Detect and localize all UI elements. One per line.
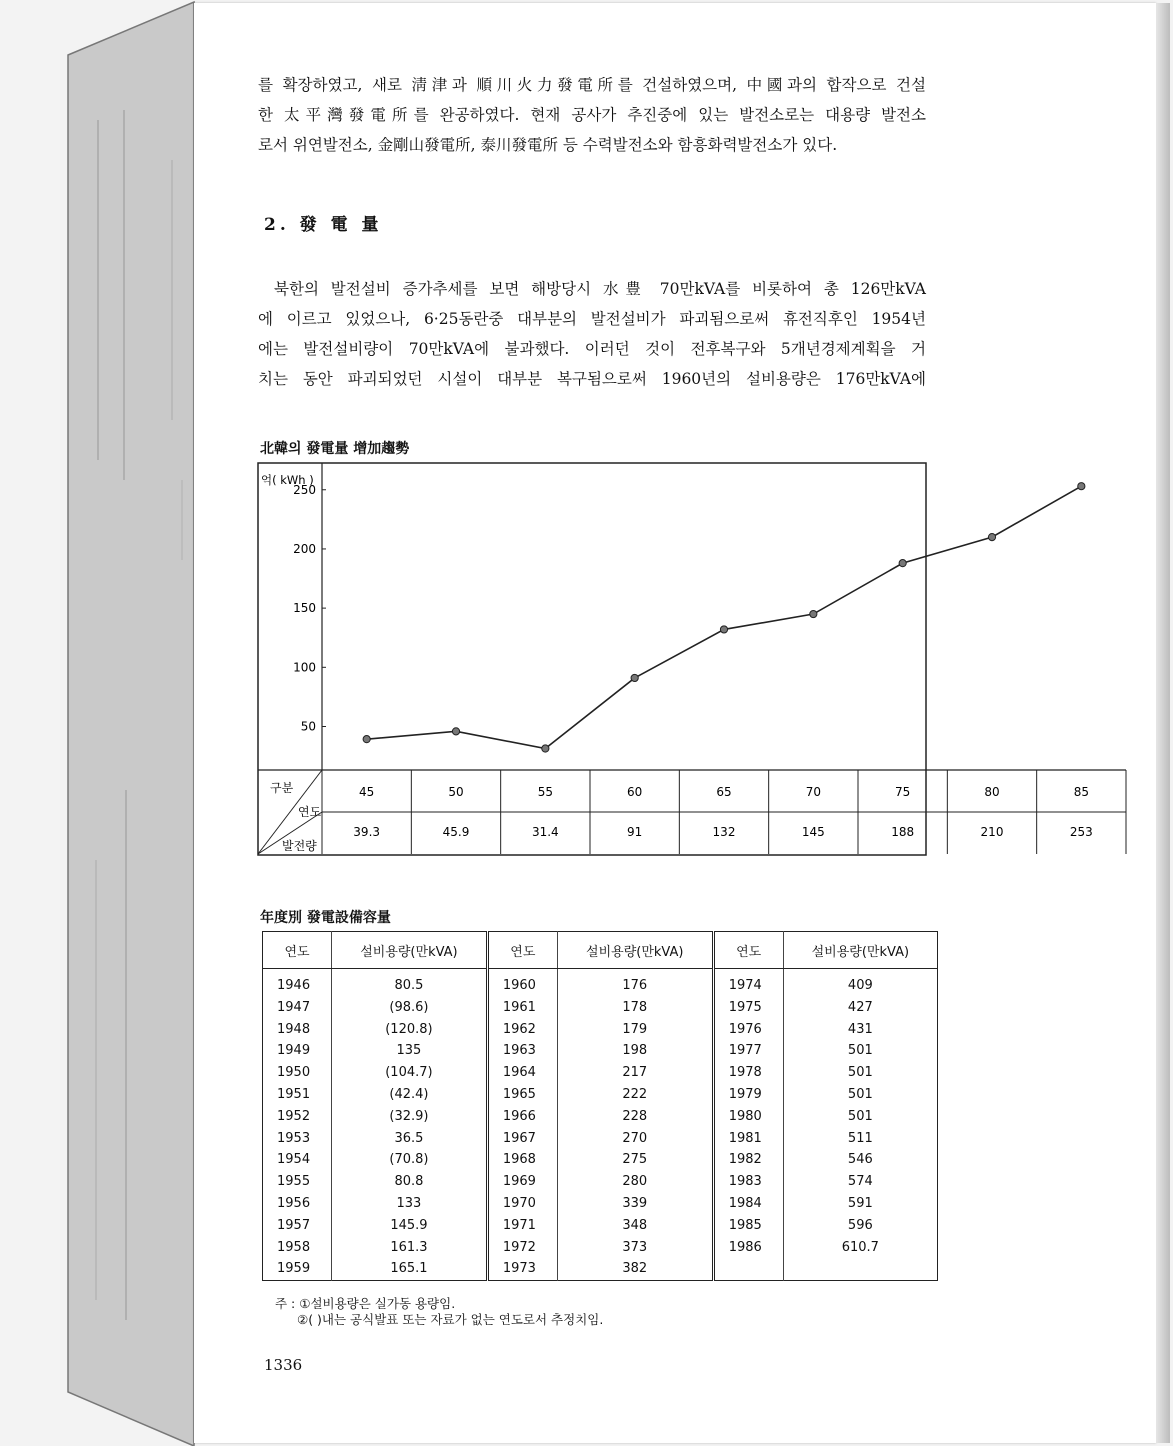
year-cell: 1947 <box>263 997 332 1019</box>
body-line: 에 이르고 있었으나, 6·25동란중 대부분의 발전설비가 파괴됨으로써 휴전직후인 1954년 <box>258 310 926 328</box>
year-cell: 1957 <box>263 1215 332 1237</box>
y-tick-label: 250 <box>293 482 316 497</box>
data-point <box>720 626 727 633</box>
year-cell <box>713 1258 783 1280</box>
data-label: 39.3 <box>353 825 381 839</box>
capacity-cell: 228 <box>557 1106 713 1128</box>
year-cell: 1946 <box>263 969 332 997</box>
capacity-cell: (98.6) <box>332 997 488 1019</box>
year-cell: 1970 <box>487 1193 557 1215</box>
capacity-header: 설비용량(만kVA) <box>557 932 713 969</box>
year-cell: 1983 <box>713 1171 783 1193</box>
body-line: 북한의 발전설비 증가추세를 보면 해방당시 水豊 70만kVA를 비롯하여 총 126만kVA <box>274 280 926 298</box>
x-tick-label: 55 <box>537 785 553 799</box>
year-cell: 1966 <box>487 1106 557 1128</box>
table-header-category: 구분 <box>270 781 294 795</box>
x-tick-label: 65 <box>716 785 732 799</box>
capacity-cell: 176 <box>557 969 713 997</box>
capacity-cell: 501 <box>847 1108 873 1124</box>
section-heading: 2. 發 電 量 <box>264 215 383 235</box>
table-row <box>263 1040 938 1062</box>
capacity-cell: (42.4) <box>332 1084 488 1106</box>
capacity-cell: 275 <box>557 1149 713 1171</box>
capacity-cell: 222 <box>557 1084 713 1106</box>
year-header: 연도 <box>263 932 332 969</box>
year-cell: 1955 <box>263 1171 332 1193</box>
year-cell: 1952 <box>263 1106 332 1128</box>
page-right-edge <box>1156 3 1170 1443</box>
data-label: 210 <box>980 825 1004 839</box>
data-label: 253 <box>1069 825 1093 839</box>
year-header: 연도 <box>713 932 783 969</box>
capacity-cell: (104.7) <box>332 1062 488 1084</box>
x-tick-label: 80 <box>984 785 1000 799</box>
intro-line: 한 太平灣發電所를 완공하였다. 현재 공사가 추진중에 있는 발전소로는 대용량 발전소 <box>258 106 926 124</box>
year-cell: 1984 <box>713 1193 783 1215</box>
capacity-cell: 574 <box>847 1174 873 1190</box>
body-line: 에는 발전설비량이 70만kVA에 불과했다. 이러던 것이 전후복구와 5개년경제계획을 거 <box>258 340 926 358</box>
year-cell: 1972 <box>487 1237 557 1259</box>
capacity-caption: 年度別 發電設備容量 <box>260 910 391 926</box>
table-header-row <box>263 932 938 969</box>
capacity-cell: 198 <box>557 1040 713 1062</box>
table-header-amount: 발전량 <box>282 839 317 853</box>
year-cell: 1981 <box>713 1128 783 1150</box>
table-row <box>263 1128 938 1150</box>
year-cell: 1975 <box>713 997 783 1019</box>
data-point <box>452 728 459 735</box>
table-row <box>263 1215 938 1237</box>
year-cell: 1982 <box>713 1149 783 1171</box>
table-header-year: 연도 <box>298 805 322 819</box>
x-tick-label: 85 <box>1073 785 1089 799</box>
data-point <box>1078 483 1085 490</box>
table-row <box>263 1193 938 1215</box>
capacity-cell: 270 <box>557 1128 713 1150</box>
table-row <box>263 1062 938 1084</box>
capacity-cell: 179 <box>557 1019 713 1041</box>
table-notes <box>275 1296 603 1328</box>
capacity-cell: 501 <box>847 1065 873 1081</box>
table-row <box>263 1019 938 1041</box>
year-cell: 1978 <box>713 1062 783 1084</box>
data-point <box>363 736 370 743</box>
data-point <box>542 745 549 752</box>
table-row <box>263 1237 938 1259</box>
capacity-cell: 373 <box>557 1237 713 1259</box>
capacity-cell: (32.9) <box>332 1106 488 1128</box>
year-cell: 1977 <box>713 1040 783 1062</box>
table-row <box>263 1171 938 1193</box>
capacity-cell: 409 <box>847 978 873 993</box>
year-cell: 1948 <box>263 1019 332 1041</box>
year-cell: 1965 <box>487 1084 557 1106</box>
intro-line: 를 확장하였고, 새로 淸津과 順川火力發電所를 건설하였으며, 中國과의 합작으로 건설 <box>258 76 926 94</box>
intro-paragraph <box>258 70 926 160</box>
body-paragraph <box>258 274 926 394</box>
capacity-table <box>262 931 938 1281</box>
data-point <box>631 674 638 681</box>
data-label: 188 <box>891 825 915 839</box>
year-cell: 1967 <box>487 1128 557 1150</box>
year-cell: 1960 <box>487 969 557 997</box>
capacity-cell: 546 <box>847 1152 873 1168</box>
year-cell: 1961 <box>487 997 557 1019</box>
capacity-cell: 280 <box>557 1171 713 1193</box>
capacity-cell: 610.7 <box>841 1239 879 1255</box>
capacity-cell: 511 <box>847 1130 873 1146</box>
year-cell: 1956 <box>263 1193 332 1215</box>
capacity-cell: 427 <box>847 999 873 1015</box>
capacity-cell: (70.8) <box>332 1149 488 1171</box>
year-cell: 1959 <box>263 1258 332 1280</box>
y-tick-label: 150 <box>293 601 316 616</box>
page-number: 1336 <box>264 1356 303 1374</box>
capacity-cell: 133 <box>332 1193 488 1215</box>
table-row <box>263 1258 938 1280</box>
year-cell: 1954 <box>263 1149 332 1171</box>
generation-line-chart <box>258 462 1093 858</box>
y-tick-label: 100 <box>293 660 316 675</box>
year-cell: 1969 <box>487 1171 557 1193</box>
year-cell: 1985 <box>713 1215 783 1237</box>
year-cell: 1949 <box>263 1040 332 1062</box>
x-tick-label: 70 <box>805 785 821 799</box>
capacity-cell: 348 <box>557 1215 713 1237</box>
data-label: 132 <box>712 825 736 839</box>
capacity-header: 설비용량(만kVA) <box>783 932 937 969</box>
capacity-cell: 596 <box>847 1217 873 1233</box>
body-line: 치는 동안 파괴되었던 시설이 대부분 복구됨으로써 1960년의 설비용량은 176만kVA에 <box>258 370 926 388</box>
capacity-cell: 36.5 <box>332 1128 488 1150</box>
data-label: 145 <box>801 825 825 839</box>
capacity-cell: 178 <box>557 997 713 1019</box>
data-label: 91 <box>627 825 643 839</box>
capacity-cell: 591 <box>847 1195 873 1211</box>
y-tick-label: 50 <box>300 719 316 734</box>
table-row <box>263 1106 938 1128</box>
capacity-cell: 135 <box>332 1040 488 1062</box>
data-point <box>988 534 995 541</box>
data-point <box>899 560 906 567</box>
table-row <box>263 1149 938 1171</box>
chart-y-axis-label: 억( kWh ) <box>261 473 314 487</box>
capacity-cell: 382 <box>557 1258 713 1280</box>
capacity-cell <box>783 1258 937 1280</box>
table-row <box>263 1084 938 1106</box>
data-point <box>810 610 817 617</box>
year-cell: 1963 <box>487 1040 557 1062</box>
year-cell: 1971 <box>487 1215 557 1237</box>
note-line: 주 : ①설비용량은 실가동 용량임. <box>275 1296 456 1311</box>
capacity-cell: 339 <box>557 1193 713 1215</box>
chart-caption: 北韓의 發電量 增加趨勢 <box>260 441 410 457</box>
capacity-cell: 431 <box>847 1021 873 1037</box>
capacity-cell: 165.1 <box>332 1258 488 1280</box>
year-cell: 1953 <box>263 1128 332 1150</box>
year-cell: 1964 <box>487 1062 557 1084</box>
capacity-cell: 161.3 <box>332 1237 488 1259</box>
year-header: 연도 <box>487 932 557 969</box>
capacity-cell: 80.5 <box>332 969 488 997</box>
capacity-header: 설비용량(만kVA) <box>332 932 488 969</box>
year-cell: 1980 <box>713 1106 783 1128</box>
intro-line: 로서 위연발전소, 金剛山發電所, 泰川發電所 등 수력발전소와 함흥화력발전소가 있다. <box>258 136 838 154</box>
x-tick-label: 75 <box>895 785 911 799</box>
y-tick-label: 200 <box>293 541 316 556</box>
table-row <box>263 969 938 997</box>
capacity-cell: 217 <box>557 1062 713 1084</box>
x-tick-label: 45 <box>359 785 375 799</box>
x-tick-label: 60 <box>627 785 643 799</box>
table-row <box>263 997 938 1019</box>
data-label: 45.9 <box>442 825 470 839</box>
year-cell: 1951 <box>263 1084 332 1106</box>
data-label: 31.4 <box>531 825 559 839</box>
note-line: ②( )내는 공식발표 또는 자료가 없는 연도로서 추정치임. <box>297 1312 604 1327</box>
year-cell: 1979 <box>713 1084 783 1106</box>
year-cell: 1958 <box>263 1237 332 1259</box>
year-cell: 1976 <box>713 1019 783 1041</box>
capacity-cell: 80.8 <box>332 1171 488 1193</box>
capacity-cell: 501 <box>847 1043 873 1059</box>
year-cell: 1986 <box>713 1237 783 1259</box>
year-cell: 1973 <box>487 1258 557 1280</box>
year-cell: 1968 <box>487 1149 557 1171</box>
year-cell: 1974 <box>713 969 783 997</box>
x-tick-label: 50 <box>448 785 464 799</box>
year-cell: 1962 <box>487 1019 557 1041</box>
capacity-cell: (120.8) <box>332 1019 488 1041</box>
year-cell: 1950 <box>263 1062 332 1084</box>
capacity-cell: 501 <box>847 1086 873 1102</box>
capacity-cell: 145.9 <box>332 1215 488 1237</box>
